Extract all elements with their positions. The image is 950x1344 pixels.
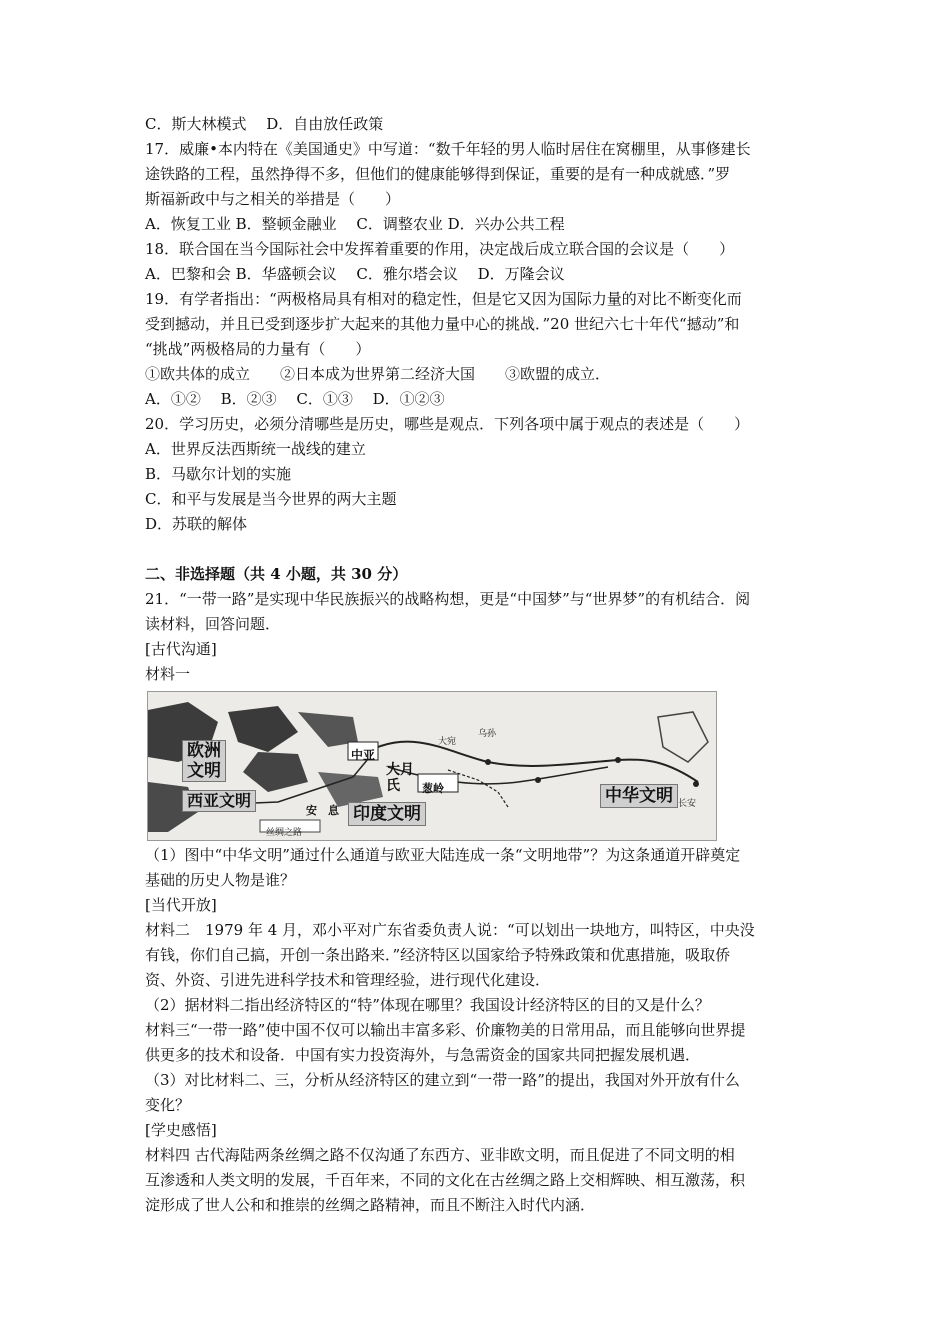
q19-options: A．①② B．②③ C．①③ D．①②③ — [145, 390, 445, 408]
label-china: 中华文明 — [600, 784, 678, 808]
label-changan: 长安 — [678, 799, 697, 809]
label-central-asia: 中亚 — [351, 748, 376, 762]
q20-option-b: B．马歇尔计划的实施 — [145, 465, 292, 483]
q20-stem: 20．学习历史，必须分清哪些是历史，哪些是观点．下列各项中属于观点的表述是（ ） — [145, 415, 750, 433]
label-europe: 欧洲 文明 — [182, 740, 226, 782]
q19-stem-2: 受到撼动，并且已受到逐步扩大起来的其他力量中心的挑战．”20 世纪六七十年代“撼动”和 — [145, 315, 740, 333]
exam-page — [145, 112, 817, 1218]
q17-stem-1: 17．威廉•本内特在《美国通史》中写道：“数千年轻的男人临时居住在窝棚里，从事修建长 — [145, 140, 751, 158]
q21-part1-line2: 基础的历史人物是谁？ — [145, 871, 296, 889]
q17-stem-2: 途铁路的工程，虽然挣得不多，但他们的健康能够得到保证，重要的是有一种成就感．”罗 — [145, 165, 731, 183]
section2-title: 二、非选择题（共 4 小题，共 30 分） — [145, 565, 408, 583]
material4-line2: 互渗透和人类文明的发展，千百年来，不同的文化在古丝绸之路上交相辉映、相互激荡，积 — [145, 1171, 746, 1189]
q16-options: C．斯大林模式 D．自由放任政策 — [145, 115, 384, 133]
q17-stem-3: 斯福新政中与之相关的举措是（ ） — [145, 190, 401, 208]
q21-stem-2: 读材料，回答问题． — [145, 615, 281, 633]
q21-stem-1: 21．“一带一路”是实现中华民族振兴的战略构想，更是“中国梦”与“世界梦”的有机结合．阅 — [145, 590, 751, 608]
silk-road-map — [147, 691, 717, 841]
q21-part1-line1: （1）图中“中华文明”通过什么通道与欧亚大陆连成一条“文明地带”？为这条通道开辟奠定 — [145, 846, 741, 864]
material3-line2: 供更多的技术和设备．中国有实力投资海外，与急需资金的国家共同把握发展机遇． — [145, 1046, 701, 1064]
label-anxi: 安 息 — [306, 804, 339, 817]
material3-line1: 材料三“一带一路”使中国不仅可以输出丰富多彩、价廉物美的日常用品，而且能够向世界提 — [145, 1021, 746, 1039]
heading-ancient: [古代沟通] — [145, 640, 217, 658]
label-wusun: 乌孙 — [478, 729, 497, 739]
label-dayuezhi: 大月 氏 — [386, 762, 414, 794]
q21-part2: （2）据材料二指出经济特区的“特”体现在哪里？我国设计经济特区的目的又是什么？ — [145, 996, 710, 1014]
q19-stem-1: 19．有学者指出：“两极格局具有相对的稳定性，但是它又因为国际力量的对比不断变化而 — [145, 290, 742, 308]
material4-line1: 材料四 古代海陆两条丝绸之路不仅沟通了东西方、亚非欧文明，而且促进了不同文明的相 — [145, 1146, 735, 1164]
q17-options: A．恢复工业 B．整顿金融业 C．调整农业 D．兴办公共工程 — [145, 215, 565, 233]
material2-line2: 有钱，你们自己搞，开创一条出路来．”经济特区以国家给予特殊政策和优惠措施，吸取侨 — [145, 946, 731, 964]
q19-stem-3: “挑战”两极格局的力量有（ ） — [145, 340, 371, 358]
map-drawing — [148, 692, 716, 840]
heading-modern: [当代开放] — [145, 896, 217, 914]
label-dawan: 大宛 — [438, 737, 457, 747]
material2-line1: 材料二 1979 年 4 月，邓小平对广东省委负责人说：“可以划出一块地方，叫特区，中央没 — [145, 921, 755, 939]
label-congling: 葱岭 — [422, 782, 444, 795]
q19-items: ①欧共体的成立 ②日本成为世界第二经济大国 ③欧盟的成立． — [145, 365, 611, 383]
material1-label: 材料一 — [145, 665, 191, 683]
material2-line3: 资、外资、引进先进科学技术和管理经验，进行现代化建设． — [145, 971, 551, 989]
q20-option-a: A．世界反法西斯统一战线的建立 — [145, 440, 366, 458]
q18-stem: 18．联合国在当今国际社会中发挥着重要的作用，决定战后成立联合国的会议是（ ） — [145, 240, 735, 258]
label-india: 印度文明 — [348, 802, 426, 826]
q21-part3-line2: 变化？ — [145, 1096, 191, 1114]
map-legend: 丝绸之路 — [266, 828, 303, 838]
q18-options: A．巴黎和会 B．华盛顿会议 C．雅尔塔会议 D．万隆会议 — [145, 265, 565, 283]
material4-line3: 淀形成了世人公和和推崇的丝绸之路精神，而且不断注入时代内涵． — [145, 1196, 596, 1214]
q20-option-c: C．和平与发展是当今世界的两大主题 — [145, 490, 397, 508]
q21-part3-line1: （3）对比材料二、三，分析从经济特区的建立到“一带一路”的提出，我国对外开放有什么 — [145, 1071, 740, 1089]
label-west-asia: 西亚文明 — [182, 790, 256, 812]
heading-reflect: [学史感悟] — [145, 1121, 217, 1139]
q20-option-d: D．苏联的解体 — [145, 515, 248, 533]
